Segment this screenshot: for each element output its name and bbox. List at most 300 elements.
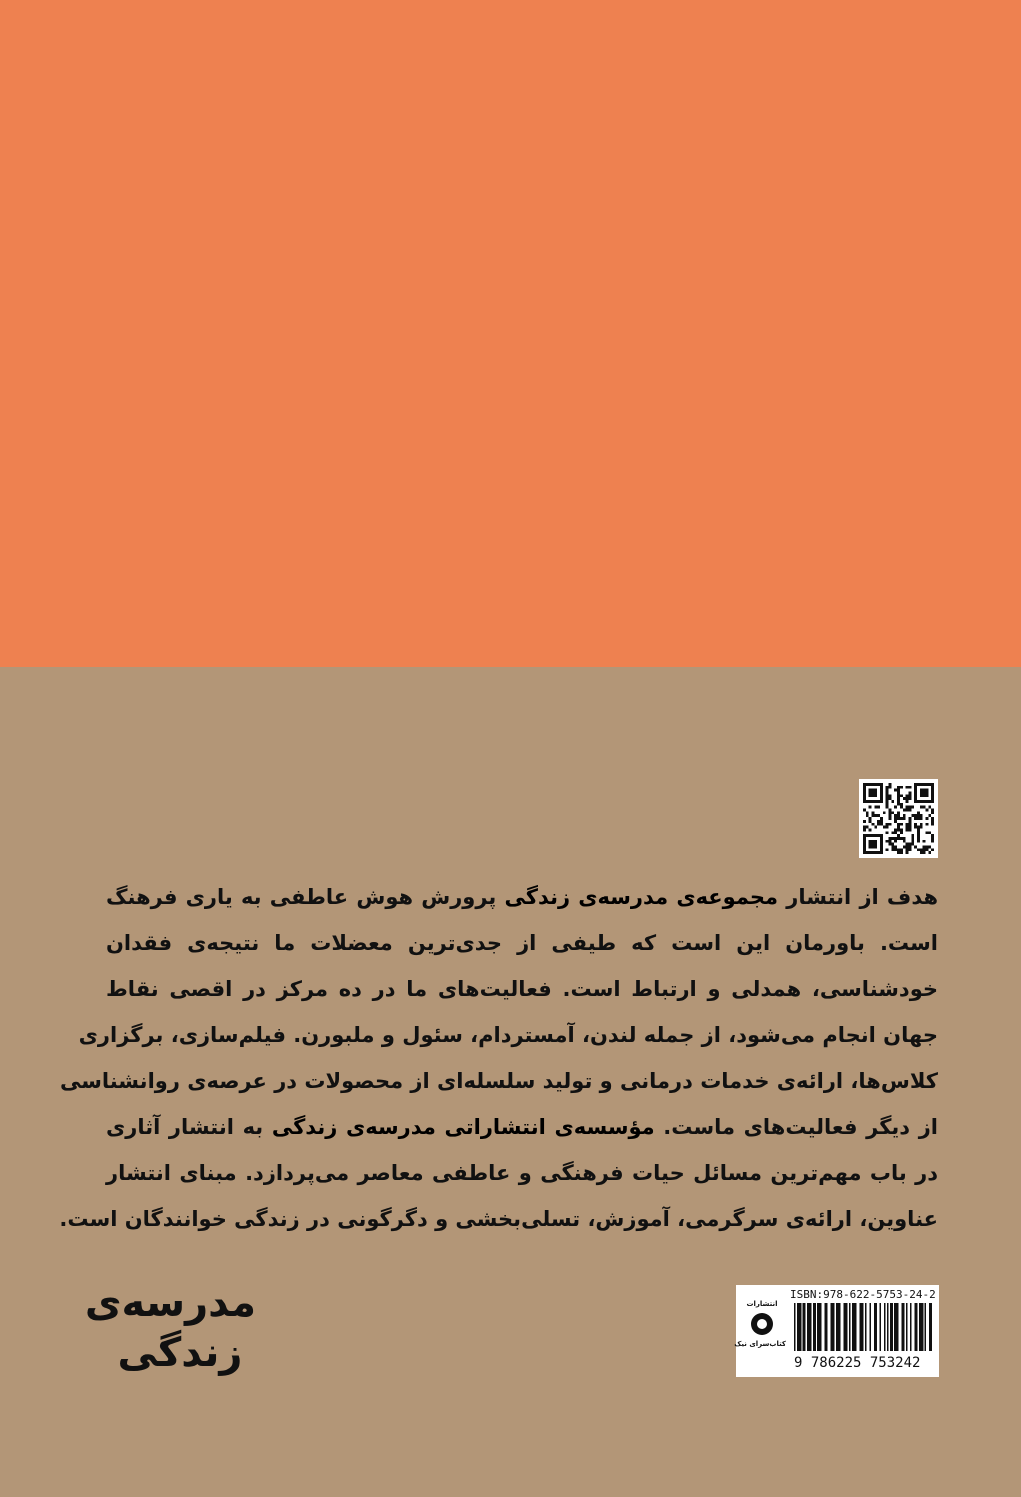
qr-module (874, 834, 877, 837)
qr-module (877, 823, 880, 826)
qr-module (889, 843, 892, 846)
qr-module (917, 840, 920, 843)
qr-module (880, 794, 883, 797)
qr-module (863, 809, 866, 812)
qr-module (880, 817, 883, 820)
qr-module (906, 851, 909, 854)
logo-line-1: مدرسه‌ی (84, 1280, 256, 1326)
qr-module (863, 826, 866, 829)
qr-module (908, 794, 911, 797)
qr-module (877, 820, 880, 823)
qr-code (859, 779, 938, 858)
qr-module (923, 783, 926, 786)
qr-module (928, 814, 931, 817)
qr-module (906, 848, 909, 851)
publisher-name-top: انتشارات (746, 1300, 778, 1308)
qr-module (877, 783, 880, 786)
qr-module (925, 794, 928, 797)
blurb-line (106, 1152, 938, 1198)
barcode-box (736, 1285, 939, 1377)
qr-module (914, 800, 917, 803)
qr-module (897, 826, 900, 829)
qr-module (928, 845, 931, 848)
ean-number: 9 786225 753242 (794, 1355, 921, 1371)
qr-module (903, 797, 906, 800)
qr-module (869, 817, 872, 820)
qr-module (863, 786, 866, 789)
qr-module (872, 792, 875, 795)
qr-module (874, 845, 877, 848)
qr-module (866, 834, 869, 837)
qr-module (908, 828, 911, 831)
barcode-bar (919, 1303, 923, 1351)
qr-module (900, 786, 903, 789)
qr-module (894, 789, 897, 792)
qr-module (863, 828, 866, 831)
qr-module (869, 783, 872, 786)
qr-module (874, 789, 877, 792)
qr-module (920, 800, 923, 803)
qr-module (903, 845, 906, 848)
qr-module (889, 837, 892, 840)
qr-module (900, 831, 903, 834)
qr-module (906, 806, 909, 809)
qr-module (880, 840, 883, 843)
qr-module (897, 834, 900, 837)
qr-module (908, 848, 911, 851)
qr-module (897, 794, 900, 797)
qr-module (869, 828, 872, 831)
qr-module (917, 817, 920, 820)
qr-module (923, 845, 926, 848)
qr-module (925, 800, 928, 803)
qr-module (931, 817, 934, 820)
qr-module (923, 851, 926, 854)
qr-module (874, 792, 877, 795)
qr-module (925, 817, 928, 820)
qr-module (925, 831, 928, 834)
qr-module (866, 811, 869, 814)
qr-module (897, 823, 900, 826)
qr-module (889, 840, 892, 843)
qr-module (872, 845, 875, 848)
qr-module (872, 789, 875, 792)
qr-module (863, 783, 866, 786)
barcode-bar (910, 1303, 911, 1351)
qr-module (900, 806, 903, 809)
qr-module (869, 800, 872, 803)
qr-module (906, 800, 909, 803)
qr-module (931, 820, 934, 823)
barcode-bar (880, 1303, 881, 1351)
logo-line-2: زندگی (117, 1330, 243, 1376)
qr-module (886, 803, 889, 806)
qr-module (872, 783, 875, 786)
qr-module (874, 840, 877, 843)
qr-module (928, 800, 931, 803)
qr-module (894, 840, 897, 843)
qr-module (877, 834, 880, 837)
qr-module (900, 828, 903, 831)
qr-module (869, 843, 872, 846)
blurb-text: است. باورمان این است که طیفی از جدی‌ترین معضلات ما نتیجه‌ی فقدان (106, 931, 938, 955)
qr-module (869, 834, 872, 837)
qr-module (880, 789, 883, 792)
qr-module (874, 806, 877, 809)
qr-module (931, 809, 934, 812)
qr-module (897, 803, 900, 806)
blurb-text: به انتشار آثاری (106, 1115, 272, 1139)
qr-module (897, 811, 900, 814)
qr-module (886, 831, 889, 834)
qr-module (920, 783, 923, 786)
qr-module (911, 814, 914, 817)
qr-module (886, 840, 889, 843)
qr-module (908, 797, 911, 800)
blurb-text: عناوین، ارائه‌ی سرگرمی، آموزش، تسلی‌بخشی و دگرگونی در زندگی خوانندگان است. (59, 1207, 938, 1231)
barcode-bar (884, 1303, 885, 1351)
qr-module (883, 811, 886, 814)
qr-module (900, 817, 903, 820)
qr-module (911, 837, 914, 840)
barcode-bar (830, 1303, 834, 1351)
barcode-bar (870, 1303, 871, 1351)
qr-module (891, 800, 894, 803)
qr-module (883, 826, 886, 829)
barcode-bar (901, 1303, 904, 1351)
qr-module (894, 848, 897, 851)
qr-module (911, 806, 914, 809)
qr-module (920, 826, 923, 829)
qr-module (931, 840, 934, 843)
qr-module (880, 792, 883, 795)
blurb-text: پرورش هوش عاطفی به یاری فرهنگ (106, 885, 505, 909)
qr-module (923, 794, 926, 797)
qr-module (897, 792, 900, 795)
qr-module (925, 823, 928, 826)
qr-module (897, 797, 900, 800)
qr-module (917, 800, 920, 803)
qr-module (869, 840, 872, 843)
qr-module (880, 837, 883, 840)
qr-module (920, 789, 923, 792)
qr-module (863, 840, 866, 843)
qr-module (886, 826, 889, 829)
qr-module (917, 848, 920, 851)
qr-module (894, 806, 897, 809)
qr-module (872, 794, 875, 797)
qr-module (886, 806, 889, 809)
qr-module (925, 783, 928, 786)
qr-module (894, 837, 897, 840)
qr-module (863, 820, 866, 823)
barcode-bar (859, 1303, 863, 1351)
qr-module (897, 848, 900, 851)
qr-module (874, 851, 877, 854)
blurb-text: کلاس‌ها، ارائه‌ی خدمات درمانی و تولید سلسله‌ای از محصولات در عرصه‌ی روانشناسی (59, 1069, 938, 1093)
qr-module (906, 845, 909, 848)
qr-module (917, 826, 920, 829)
qr-module (889, 809, 892, 812)
qr-module (872, 811, 875, 814)
qr-module (886, 786, 889, 789)
qr-module (911, 840, 914, 843)
qr-module (920, 851, 923, 854)
qr-module (917, 831, 920, 834)
qr-module (869, 794, 872, 797)
qr-module (889, 783, 892, 786)
qr-module (906, 828, 909, 831)
qr-module (920, 794, 923, 797)
barcode-bar (874, 1303, 877, 1351)
qr-module (863, 792, 866, 795)
qr-module (914, 789, 917, 792)
qr-module (908, 809, 911, 812)
qr-module (900, 794, 903, 797)
qr-module (863, 845, 866, 848)
barcode-bar (803, 1303, 806, 1351)
qr-module (903, 817, 906, 820)
qr-module (906, 794, 909, 797)
barcode-bar (852, 1303, 856, 1351)
qr-module (928, 831, 931, 834)
blurb-text: هدف از انتشار (778, 885, 939, 909)
qr-module (897, 837, 900, 840)
qr-module (925, 792, 928, 795)
barcode-bar (894, 1303, 898, 1351)
qr-module (914, 794, 917, 797)
qr-module (863, 851, 866, 854)
qr-module (931, 823, 934, 826)
qr-module (908, 823, 911, 826)
qr-module (900, 848, 903, 851)
blurb-emphasis: مجموعه‌ی مدرسه‌ی زندگی (504, 885, 779, 909)
qr-module (906, 786, 909, 789)
barcode-bar (807, 1303, 811, 1351)
qr-module (931, 789, 934, 792)
qr-module (877, 800, 880, 803)
qr-module (914, 817, 917, 820)
qr-module (869, 792, 872, 795)
qr-module (877, 814, 880, 817)
qr-module (920, 792, 923, 795)
qr-module (889, 797, 892, 800)
qr-module (863, 848, 866, 851)
blurb-text: خودشناسی، همدلی و ارتباط است. فعالیت‌های ما در ده مرکز در اقصی نقاط (106, 977, 938, 1001)
qr-module (894, 845, 897, 848)
barcode-bars (794, 1303, 932, 1351)
qr-module (928, 783, 931, 786)
qr-module (880, 851, 883, 854)
qr-module (889, 786, 892, 789)
qr-module (900, 803, 903, 806)
blurb-text: جهان انجام می‌شود، از جمله لندن، آمستردام، سئول و ملبورن. فیلم‌سازی، برگزاری (78, 1023, 938, 1047)
qr-module (900, 851, 903, 854)
qr-module (863, 837, 866, 840)
blurb-line (106, 968, 938, 1014)
qr-module (872, 814, 875, 817)
publisher-logo (734, 1299, 786, 1365)
barcode-bar (797, 1303, 801, 1351)
blurb-emphasis: مؤسسه‌ی انتشاراتی مدرسه‌ی زندگی (271, 1115, 655, 1139)
qr-module (889, 811, 892, 814)
qr-module (931, 848, 934, 851)
qr-module (880, 848, 883, 851)
qr-module (866, 800, 869, 803)
qr-module (914, 783, 917, 786)
qr-module (914, 786, 917, 789)
qr-module (872, 843, 875, 846)
qr-module (894, 831, 897, 834)
qr-module (872, 800, 875, 803)
qr-module (866, 783, 869, 786)
qr-module (863, 794, 866, 797)
qr-module (874, 794, 877, 797)
qr-module (900, 837, 903, 840)
qr-module (923, 806, 926, 809)
qr-module (906, 823, 909, 826)
qr-module (914, 823, 917, 826)
qr-module (886, 848, 889, 851)
qr-module (869, 820, 872, 823)
qr-module (866, 814, 869, 817)
qr-module (889, 823, 892, 826)
qr-module (908, 820, 911, 823)
qr-module (874, 814, 877, 817)
barcode-bar (887, 1303, 888, 1351)
qr-module (925, 789, 928, 792)
qr-module (908, 843, 911, 846)
qr-module (914, 845, 917, 848)
qr-module (911, 843, 914, 846)
qr-module (914, 814, 917, 817)
barcode-bar (906, 1303, 907, 1351)
qr-module (897, 789, 900, 792)
blurb-text: از دیگر فعالیت‌های ماست. (654, 1115, 939, 1139)
qr-module (880, 800, 883, 803)
qr-module (872, 851, 875, 854)
qr-module (866, 826, 869, 829)
barcode-bar (865, 1303, 866, 1351)
qr-module (906, 843, 909, 846)
qr-module (869, 789, 872, 792)
qr-module (931, 800, 934, 803)
qr-module (931, 794, 934, 797)
qr-module (897, 817, 900, 820)
qr-module (923, 848, 926, 851)
blurb-line (106, 922, 938, 968)
qr-module (903, 840, 906, 843)
qr-module (889, 814, 892, 817)
qr-module (928, 851, 931, 854)
qr-module (869, 851, 872, 854)
qr-module (908, 792, 911, 795)
barcode-bar (813, 1303, 816, 1351)
qr-module (891, 831, 894, 834)
qr-module (908, 826, 911, 829)
qr-module (920, 848, 923, 851)
qr-module (906, 809, 909, 812)
qr-module (891, 845, 894, 848)
qr-module (925, 809, 928, 812)
qr-module (917, 834, 920, 837)
publisher-emblem-icon (751, 1313, 773, 1335)
blurb-text: در باب مهم‌ترین مسائل حیات فرهنگی و عاطفی معاصر می‌پردازد. مبنای انتشار (106, 1161, 938, 1185)
qr-module (897, 828, 900, 831)
qr-module (886, 797, 889, 800)
qr-module (923, 800, 926, 803)
qr-module (917, 811, 920, 814)
qr-module (880, 845, 883, 848)
publisher-name-bottom: کتاب‌سرای نیک (734, 1340, 786, 1348)
qr-module (897, 814, 900, 817)
qr-module (906, 797, 909, 800)
qr-module (866, 851, 869, 854)
barcode-bar (849, 1303, 850, 1351)
qr-module (891, 837, 894, 840)
qr-module (863, 843, 866, 846)
blurb-line (59, 1060, 938, 1106)
barcode-bar (825, 1303, 828, 1351)
qr-module (917, 837, 920, 840)
qr-module (931, 811, 934, 814)
qr-module (869, 845, 872, 848)
qr-module (872, 840, 875, 843)
qr-module (863, 789, 866, 792)
qr-module (923, 840, 926, 843)
qr-module (880, 820, 883, 823)
qr-module (931, 792, 934, 795)
qr-module (894, 828, 897, 831)
qr-module (874, 783, 877, 786)
qr-module (908, 786, 911, 789)
qr-module (925, 845, 928, 848)
qr-module (897, 800, 900, 803)
qr-module (908, 806, 911, 809)
qr-module (891, 811, 894, 814)
qr-module (874, 843, 877, 846)
qr-module (903, 837, 906, 840)
qr-module (886, 794, 889, 797)
barcode-bar (817, 1303, 821, 1351)
qr-module (894, 814, 897, 817)
qr-module (931, 834, 934, 837)
qr-module (917, 783, 920, 786)
qr-module (931, 783, 934, 786)
blurb-line (59, 1198, 938, 1244)
qr-module (886, 789, 889, 792)
qr-module (908, 817, 911, 820)
qr-module (923, 789, 926, 792)
barcode-bar (890, 1303, 893, 1351)
qr-module (920, 823, 923, 826)
qr-module (863, 834, 866, 837)
qr-module (880, 783, 883, 786)
qr-module (903, 809, 906, 812)
qr-module (886, 823, 889, 826)
blurb-line (106, 876, 938, 922)
qr-module (863, 797, 866, 800)
qr-module (886, 800, 889, 803)
qr-module (908, 845, 911, 848)
qr-module (889, 794, 892, 797)
qr-module (920, 814, 923, 817)
series-logo (84, 1278, 256, 1378)
qr-module (874, 826, 877, 829)
qr-module (900, 823, 903, 826)
qr-module (897, 786, 900, 789)
qr-module (928, 806, 931, 809)
